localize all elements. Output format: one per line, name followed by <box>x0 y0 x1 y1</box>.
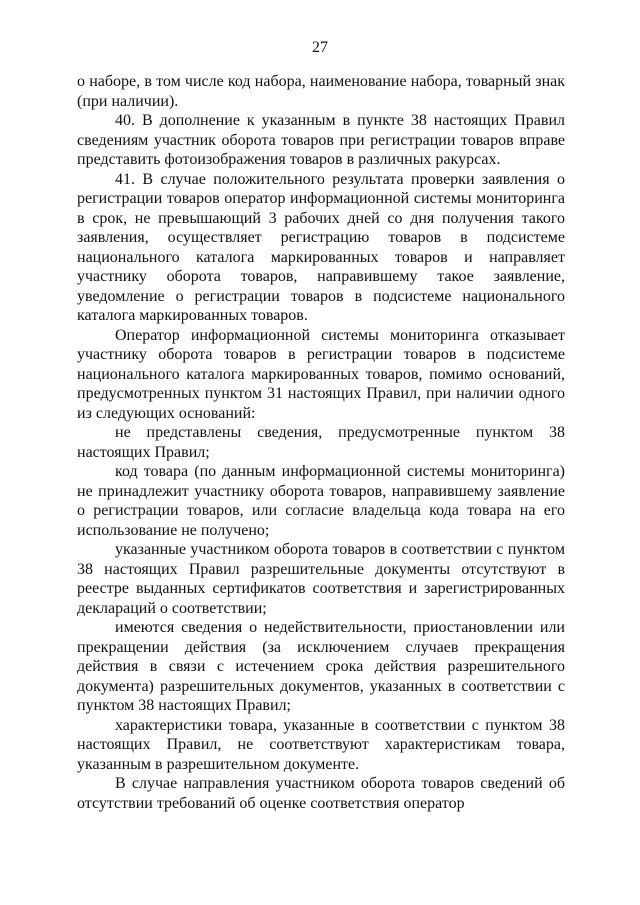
paragraph-item-41: 41. В случае положительного результата проверки заявления о регистрации товаров оператор информационной системы мониторинга в срок, не превышающий 3 рабочих дней со дня получения такого заявления, осуществляет регистрацию товаров в подсистеме национального каталога маркированных товаров и направляет участнику оборота товаров, направившему такое заявление, уведомление о регистрации товаров в подсистеме национального каталога маркированных товаров. <box>77 170 565 324</box>
document-body <box>77 72 565 813</box>
paragraph-refusal-ground-5: характеристики товара, указанные в соответствии с пунктом 38 настоящих Правил, не соответствуют характеристикам товара, указанным в разрешительном документе. <box>77 716 565 773</box>
paragraph-refusal-ground-3: указанные участником оборота товаров в соответствии с пунктом 38 настоящих Правил разрешительные документы отсутствуют в реестре выданных сертификатов соответствия и зарегистрированных деклараций о соответствии; <box>77 541 565 617</box>
paragraph-continuation: о наборе, в том числе код набора, наименование набора, товарный знак (при наличии). <box>77 73 565 110</box>
page-number: 27 <box>312 39 328 56</box>
paragraph-refusal-ground-4: имеются сведения о недействительности, приостановлении или прекращении действия (за исключением случаев прекращения действия в связи с истечением срока действия разрешительного документа) разрешительных документов, указанных в соответствии с пунктом 38 настоящих Правил; <box>77 619 565 714</box>
paragraph-refusal-ground-1: не представлены сведения, предусмотренные пунктом 38 настоящих Правил; <box>77 424 565 461</box>
paragraph-item-40: 40. В дополнение к указанным в пункте 38 настоящих Правил сведениям участник оборота товаров при регистрации товаров вправе представить фотоизображения товаров в различных ракурсах. <box>77 112 565 168</box>
paragraph-conformity: В случае направления участником оборота товаров сведений об отсутствии требований об оценке соответствия оператор <box>77 775 565 812</box>
paragraph-refusal-ground-2: код товара (по данным информационной системы мониторинга) не принадлежит участнику оборота товаров, направившему заявление о регистрации товаров, или согласие владельца кода товара на его использование не получено; <box>77 463 565 539</box>
paragraph-refusal-intro: Оператор информационной системы мониторинга отказывает участнику оборота товаров в регистрации товаров в подсистеме национального каталога маркированных товаров, помимо оснований, предусмотренных пунктом 31 настоящих Правил, при наличии одного из следующих оснований: <box>77 326 565 422</box>
